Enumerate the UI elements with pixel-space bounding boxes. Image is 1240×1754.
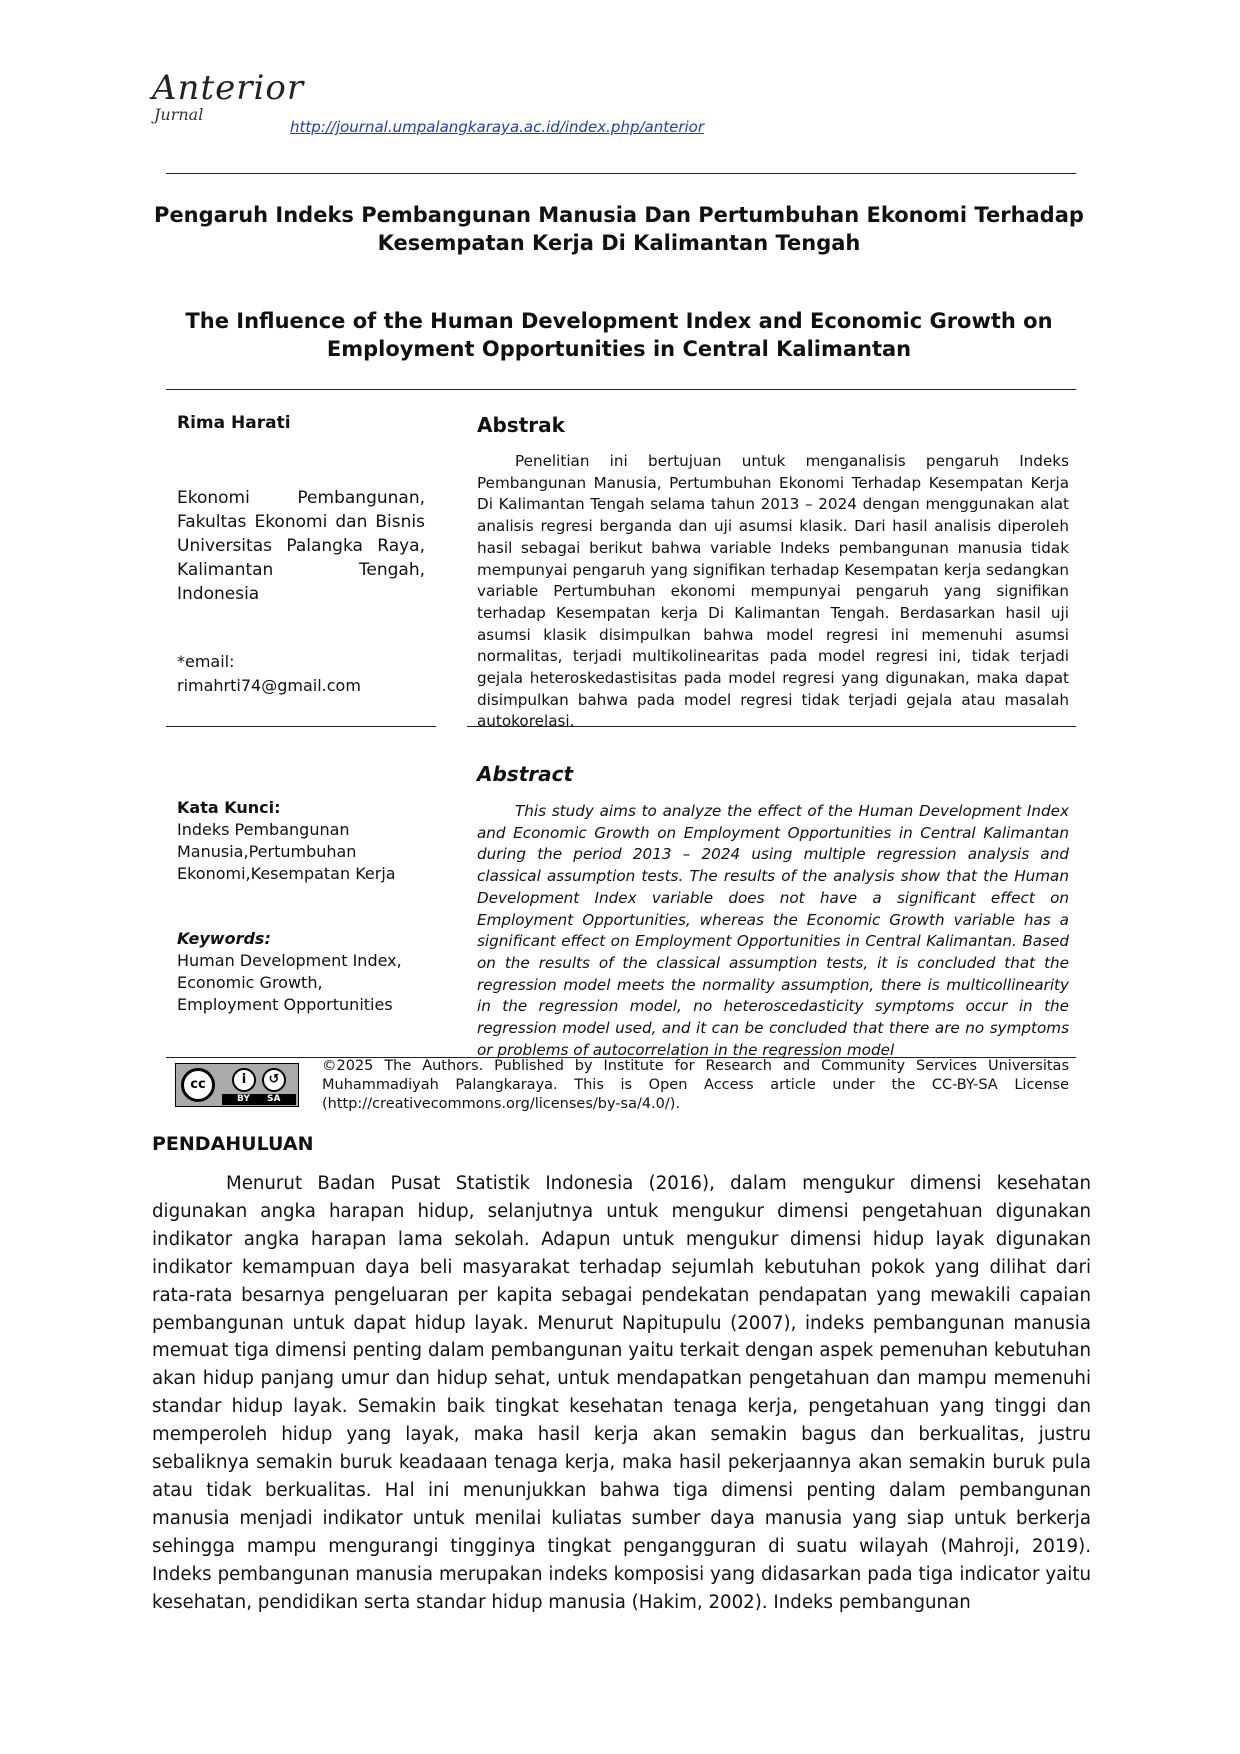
abstrak-text: Penelitian ini bertujuan untuk menganalisis pengaruh Indeks Pembangunan Manusia, Pertumbuhan Ekonomi Terhadap Kesempatan Kerja Di Kalimantan Tengah selama tahun 2013 – 2024 dengan menggunakan alat analisis regresi berganda dan uji asumsi klasik. Dari hasil analisis diperoleh hasil sebagai berikut bahwa variable Indeks pembangunan manusia tidak mempunyai pengaruh yang signifikan terhadap Kesempatan kerja sedangkan variable Pertumbuhan ekonomi mempunyai pengaruh yang signifikan terhadap Kesempatan kerja Di Kalimantan Tengah. Berdasarkan hasil uji asumsi klasik disimpulkan bahwa model regresi ini memenuhi asumsi normalitas, terjadi multikolinearitas pada model regresi ini, tidak terjadi gejala heteroskedastisitas pada model regresi yang digunakan, maka dapat disimpulkan bahwa pada model regresi tidak terjadi gejala atau masalah autokorelasi. bbox=[477, 452, 1069, 731]
title-id-line1: Pengaruh Indeks Pembangunan Manusia Dan Pertumbuhan Ekonomi Terhadap bbox=[154, 203, 1084, 227]
email-label: *email: bbox=[177, 652, 235, 671]
author-affiliation: Ekonomi Pembangunan, Fakultas Ekonomi dan Bisnis Universitas Palangka Raya, Kalimantan Tengah, Indonesia bbox=[177, 488, 425, 604]
author-name: Rima Harati bbox=[177, 413, 291, 433]
title-english bbox=[150, 307, 1088, 363]
kata-kunci-heading: Kata Kunci: bbox=[177, 798, 281, 817]
license-text: ©2025 The Authors. Published by Institute for Research and Community Services Universitas Muhammadiyah Palangkaraya. This is Open Access article under the CC-BY-SA License (http://creativecommons.org/licenses/by-sa/4.0/). bbox=[322, 1058, 1069, 1112]
kata-kunci-text: Indeks Pembangunan Manusia,Pertumbuhan Ekonomi,Kesempatan Kerja bbox=[177, 820, 396, 883]
logo-sub-text: Jurnal bbox=[154, 105, 204, 124]
attribution-icon: i bbox=[232, 1068, 256, 1092]
cc-by-label: BY bbox=[237, 1094, 250, 1104]
header-divider bbox=[166, 173, 1076, 174]
keywords-english bbox=[177, 928, 427, 1016]
title-id-line2: Kesempatan Kerja Di Kalimantan Tengah bbox=[377, 231, 861, 255]
journal-logo bbox=[152, 70, 304, 124]
keywords-heading: Keywords: bbox=[177, 929, 271, 948]
keywords-text: Human Development Index, Economic Growth, Employment Opportunities bbox=[177, 951, 402, 1014]
abstrak-heading: Abstrak bbox=[477, 413, 565, 437]
author-email: rimahrti74@gmail.com bbox=[177, 676, 361, 695]
cc-icon: cc bbox=[181, 1068, 215, 1102]
author-divider bbox=[166, 726, 436, 727]
title-divider bbox=[166, 389, 1076, 390]
cc-by-sa-badge bbox=[175, 1063, 299, 1107]
title-indonesian bbox=[150, 201, 1088, 257]
title-en-line1: The Influence of the Human Development Index and Economic Growth on bbox=[185, 309, 1053, 333]
body-paragraph: Menurut Badan Pusat Statistik Indonesia (2016), dalam mengukur dimensi kesehatan digunakan angka harapan hidup, selanjutnya untuk mengukur dimensi pengetahuan digunakan indikator angka harapan lama sekolah. Adapun untuk mengukur dimensi hidup layak digunakan indikator kemampuan daya beli masyarakat terhadap sejumlah kebutuhan pokok yang dilihat dari rata-rata besarnya pengeluaran per kapita sebagai pendekatan pendapatan yang mewakili capaian pembangunan untuk dapat hidup layak. Menurut Napitupulu (2007), indeks pembangunan manusia memuat tiga dimensi penting dalam pembangunan yaitu terkait dengan aspek pemenuhan kebutuhan akan hidup panjang umur dan hidup sehat, untuk mendapatkan pengetahuan dan mampu memenuhi standar hidup layak. Semakin baik tingkat kesehatan tenaga kerja, pengetahuan yang tinggi dan memperoleh hidup yang layak, maka hasil kerja akan semakin bagus dan berkualitas, justru sebaliknya semakin buruk keadaaan tenaga kerja, maka hasil pekerjaannya akan semakin buruk pula atau tidak berkualitas. Hal ini menunjukkan bahwa tiga dimensi penting dalam pembangunan manusia menjadi indikator untuk menilai kuliatas sumber daya manusia yang siap untuk berkerja sehingga mampu mengurangi tingginya tingkat pengangguran di suatu wilayah (Mahroji, 2019). Indeks pembangunan manusia merupakan indeks komposisi yang didasarkan pada tiga indicator yaitu kesehatan, pendidikan serta standar hidup manusia (Hakim, 2002). Indeks pembangunan bbox=[152, 1173, 1091, 1613]
abstrak-divider bbox=[467, 726, 1076, 727]
cc-label-bar bbox=[222, 1094, 296, 1105]
abstract-heading: Abstract bbox=[477, 762, 574, 786]
title-en-line2: Employment Opportunities in Central Kalimantan bbox=[326, 337, 912, 361]
abstract-text: This study aims to analyze the effect of the Human Development Index and Economic Growth on Employment Opportunities in Central Kalimantan during the period 2013 – 2024 using multiple regression analysis and classical assumption tests. The results of the analysis show that the Human Development Index variable does not have a significant effect on Employment Opportunities, whereas the Economic Growth variable has a significant effect on Employment Opportunities in Central Kalimantan. Based on the results of the classical assumption tests, it is concluded that the regression model meets the normality assumption, there is multicollinearity in the regression model, no heteroscedasticity symptoms occur in the regression model used, and it can be concluded that there are no symptoms or problems of autocorrelation in the regression model bbox=[477, 802, 1069, 1059]
section-heading-pendahuluan: PENDAHULUAN bbox=[152, 1133, 314, 1155]
logo-main-text: Anterior bbox=[152, 68, 305, 108]
cc-sa-label: SA bbox=[267, 1094, 281, 1104]
journal-url-link[interactable]: http://journal.umpalangkaraya.ac.id/index.php/anterior bbox=[290, 118, 705, 136]
keywords-indonesian bbox=[177, 797, 427, 885]
share-alike-icon: ↺ bbox=[262, 1068, 286, 1092]
